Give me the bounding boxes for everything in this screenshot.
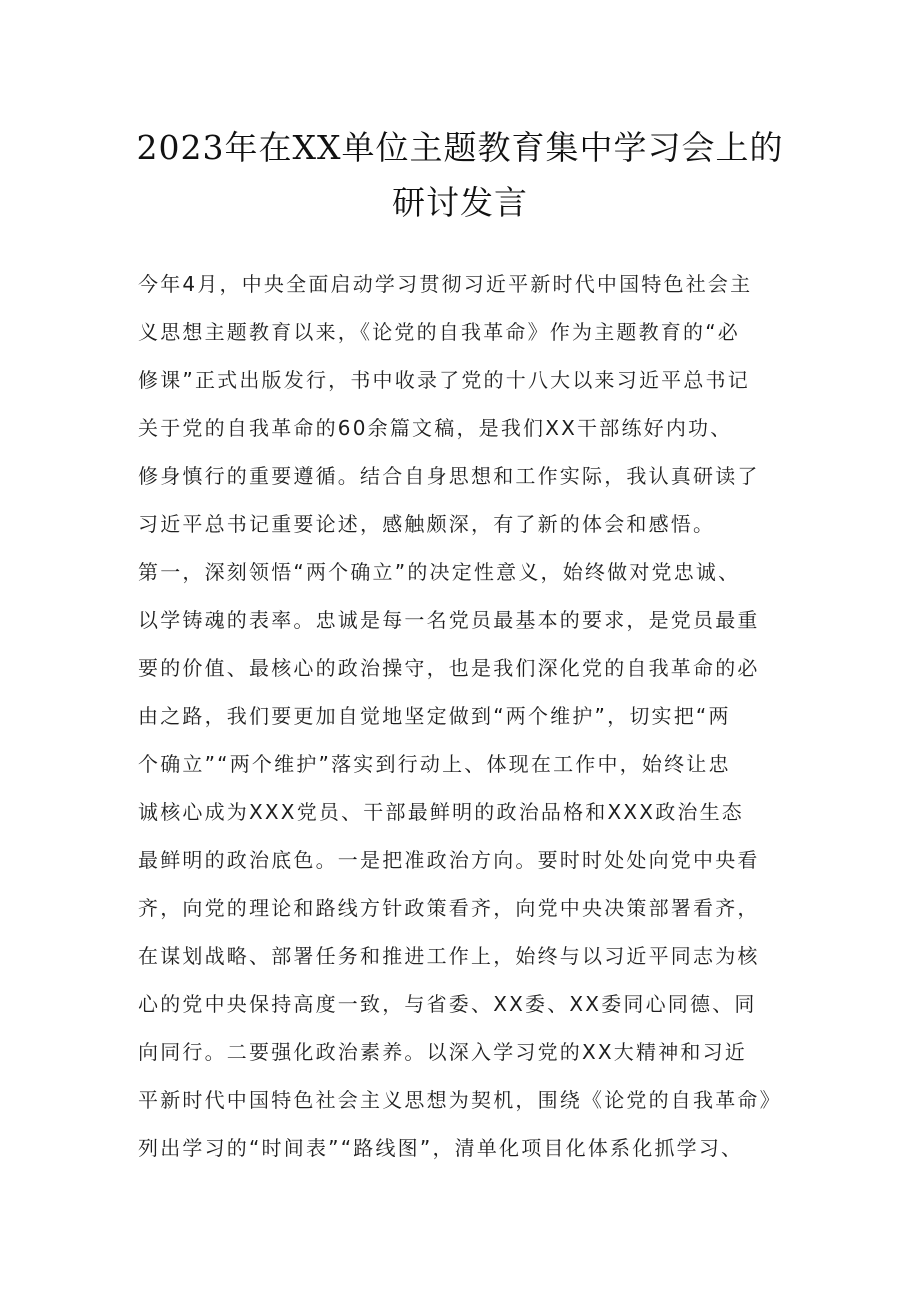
paragraph-line: 在谋划战略、部署任务和推进工作上，始终与以习近平同志为核 bbox=[138, 944, 760, 968]
paragraph-line: 心的党中央保持高度一致，与省委、XX委、XX委同心同德、同 bbox=[138, 992, 757, 1016]
paragraph-line: 要的价值、最核心的政治操守，也是我们深化党的自我革命的必 bbox=[138, 656, 760, 680]
paragraph-line: 最鲜明的政治底色。一是把准政治方向。要时时处处向党中央看 bbox=[138, 848, 760, 872]
paragraph-line: 习近平总书记重要论述，感触颇深，有了新的体会和感悟。 bbox=[138, 512, 716, 536]
paragraph-line: 关于党的自我革命的60余篇文稿，是我们XX干部练好内功、 bbox=[138, 416, 733, 440]
paragraph-line: 个确立”“两个维护”落实到行动上、体现在工作中，始终让忠 bbox=[138, 752, 731, 776]
paragraph-line: 由之路，我们要更加自觉地坚定做到“两个维护”，切实把“两 bbox=[138, 704, 731, 728]
paragraph-line: 今年4月，中央全面启动学习贯彻习近平新时代中国特色社会主 bbox=[138, 272, 753, 296]
paragraph-line: 齐，向党的理论和路线方针政策看齐，向党中央决策部署看齐， bbox=[138, 896, 760, 920]
paragraph-line: 向同行。二要强化政治素养。以深入学习党的XX大精神和习近 bbox=[138, 1040, 748, 1064]
paragraph-line: 义思想主题教育以来，《论党的自我革命》作为主题教育的“必 bbox=[138, 320, 740, 344]
paragraph-line: 列出学习的“时间表”“路线图”，清单化项目化体系化抓学习、 bbox=[138, 1136, 744, 1160]
document-title-line-1: 2023年在XX单位主题教育集中学习会上的 bbox=[136, 128, 784, 167]
paragraph-line: 以学铸魂的表率。忠诚是每一名党员最基本的要求，是党员最重 bbox=[138, 608, 760, 632]
paragraph-line: 修课”正式出版发行，书中收录了党的十八大以来习近平总书记 bbox=[138, 368, 750, 392]
document-title-line-2: 研讨发言 bbox=[392, 183, 528, 222]
paragraph-line: 平新时代中国特色社会主义思想为契机，围绕《论党的自我革命》 bbox=[138, 1088, 782, 1112]
paragraph-line: 第一，深刻领悟“两个确立”的决定性意义，始终做对党忠诚、 bbox=[138, 560, 741, 584]
paragraph-line: 修身慎行的重要遵循。结合自身思想和工作实际，我认真研读了 bbox=[138, 464, 760, 488]
paragraph-line: 诚核心成为XXX党员、干部最鲜明的政治品格和XXX政治生态 bbox=[138, 800, 745, 824]
